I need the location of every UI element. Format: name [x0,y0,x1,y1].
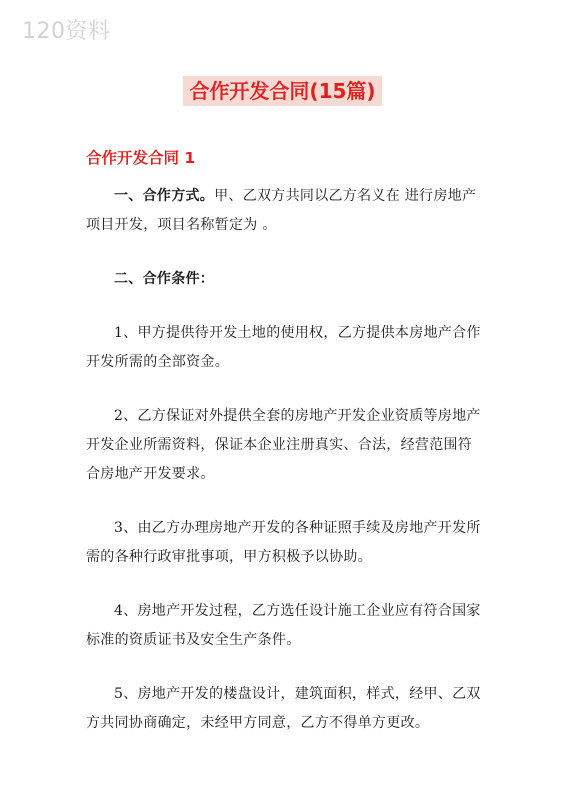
document-body [86,182,482,763]
paragraph-lead: 一、合作方式。 [114,188,215,204]
paragraph-heading-conditions: 二、合作条件： [114,271,215,287]
paragraph-cooperation-method [86,182,482,240]
watermark-logo: 120资料 [22,19,111,44]
paragraph-clause-1: 1、甲方提供待开发土地的使用权，乙方提供本房地产合作开发所需的全部资金。 [86,325,481,370]
paragraph-text: 甲、乙双方共同以乙方名义在 进行房地产项目开发，项目名称暂定为 。 [86,188,477,233]
paragraph-clause-3: 3、由乙方办理房地产开发的各种证照手续及房地产开发所需的各种行政审批事项，甲方积极予以协助。 [86,520,481,565]
title-container [0,76,565,106]
section-heading: 合作开发合同 1 [86,149,196,167]
paragraph-clause-5: 5、房地产开发的楼盘设计，建筑面积，样式，经甲、乙双方共同协商确定，未经甲方同意，乙方不得单方更改。 [86,686,481,731]
document-title: 合作开发合同(15篇) [183,76,381,106]
paragraph-clause-4: 4、房地产开发过程，乙方选任设计施工企业应有符合国家标准的资质证书及安全生产条件。 [86,603,481,648]
paragraph-clause-2: 2、乙方保证对外提供全套的房地产开发企业资质等房地产开发企业所需资料，保证本企业注册真实、合法，经营范围符合房地产开发要求。 [86,408,481,482]
